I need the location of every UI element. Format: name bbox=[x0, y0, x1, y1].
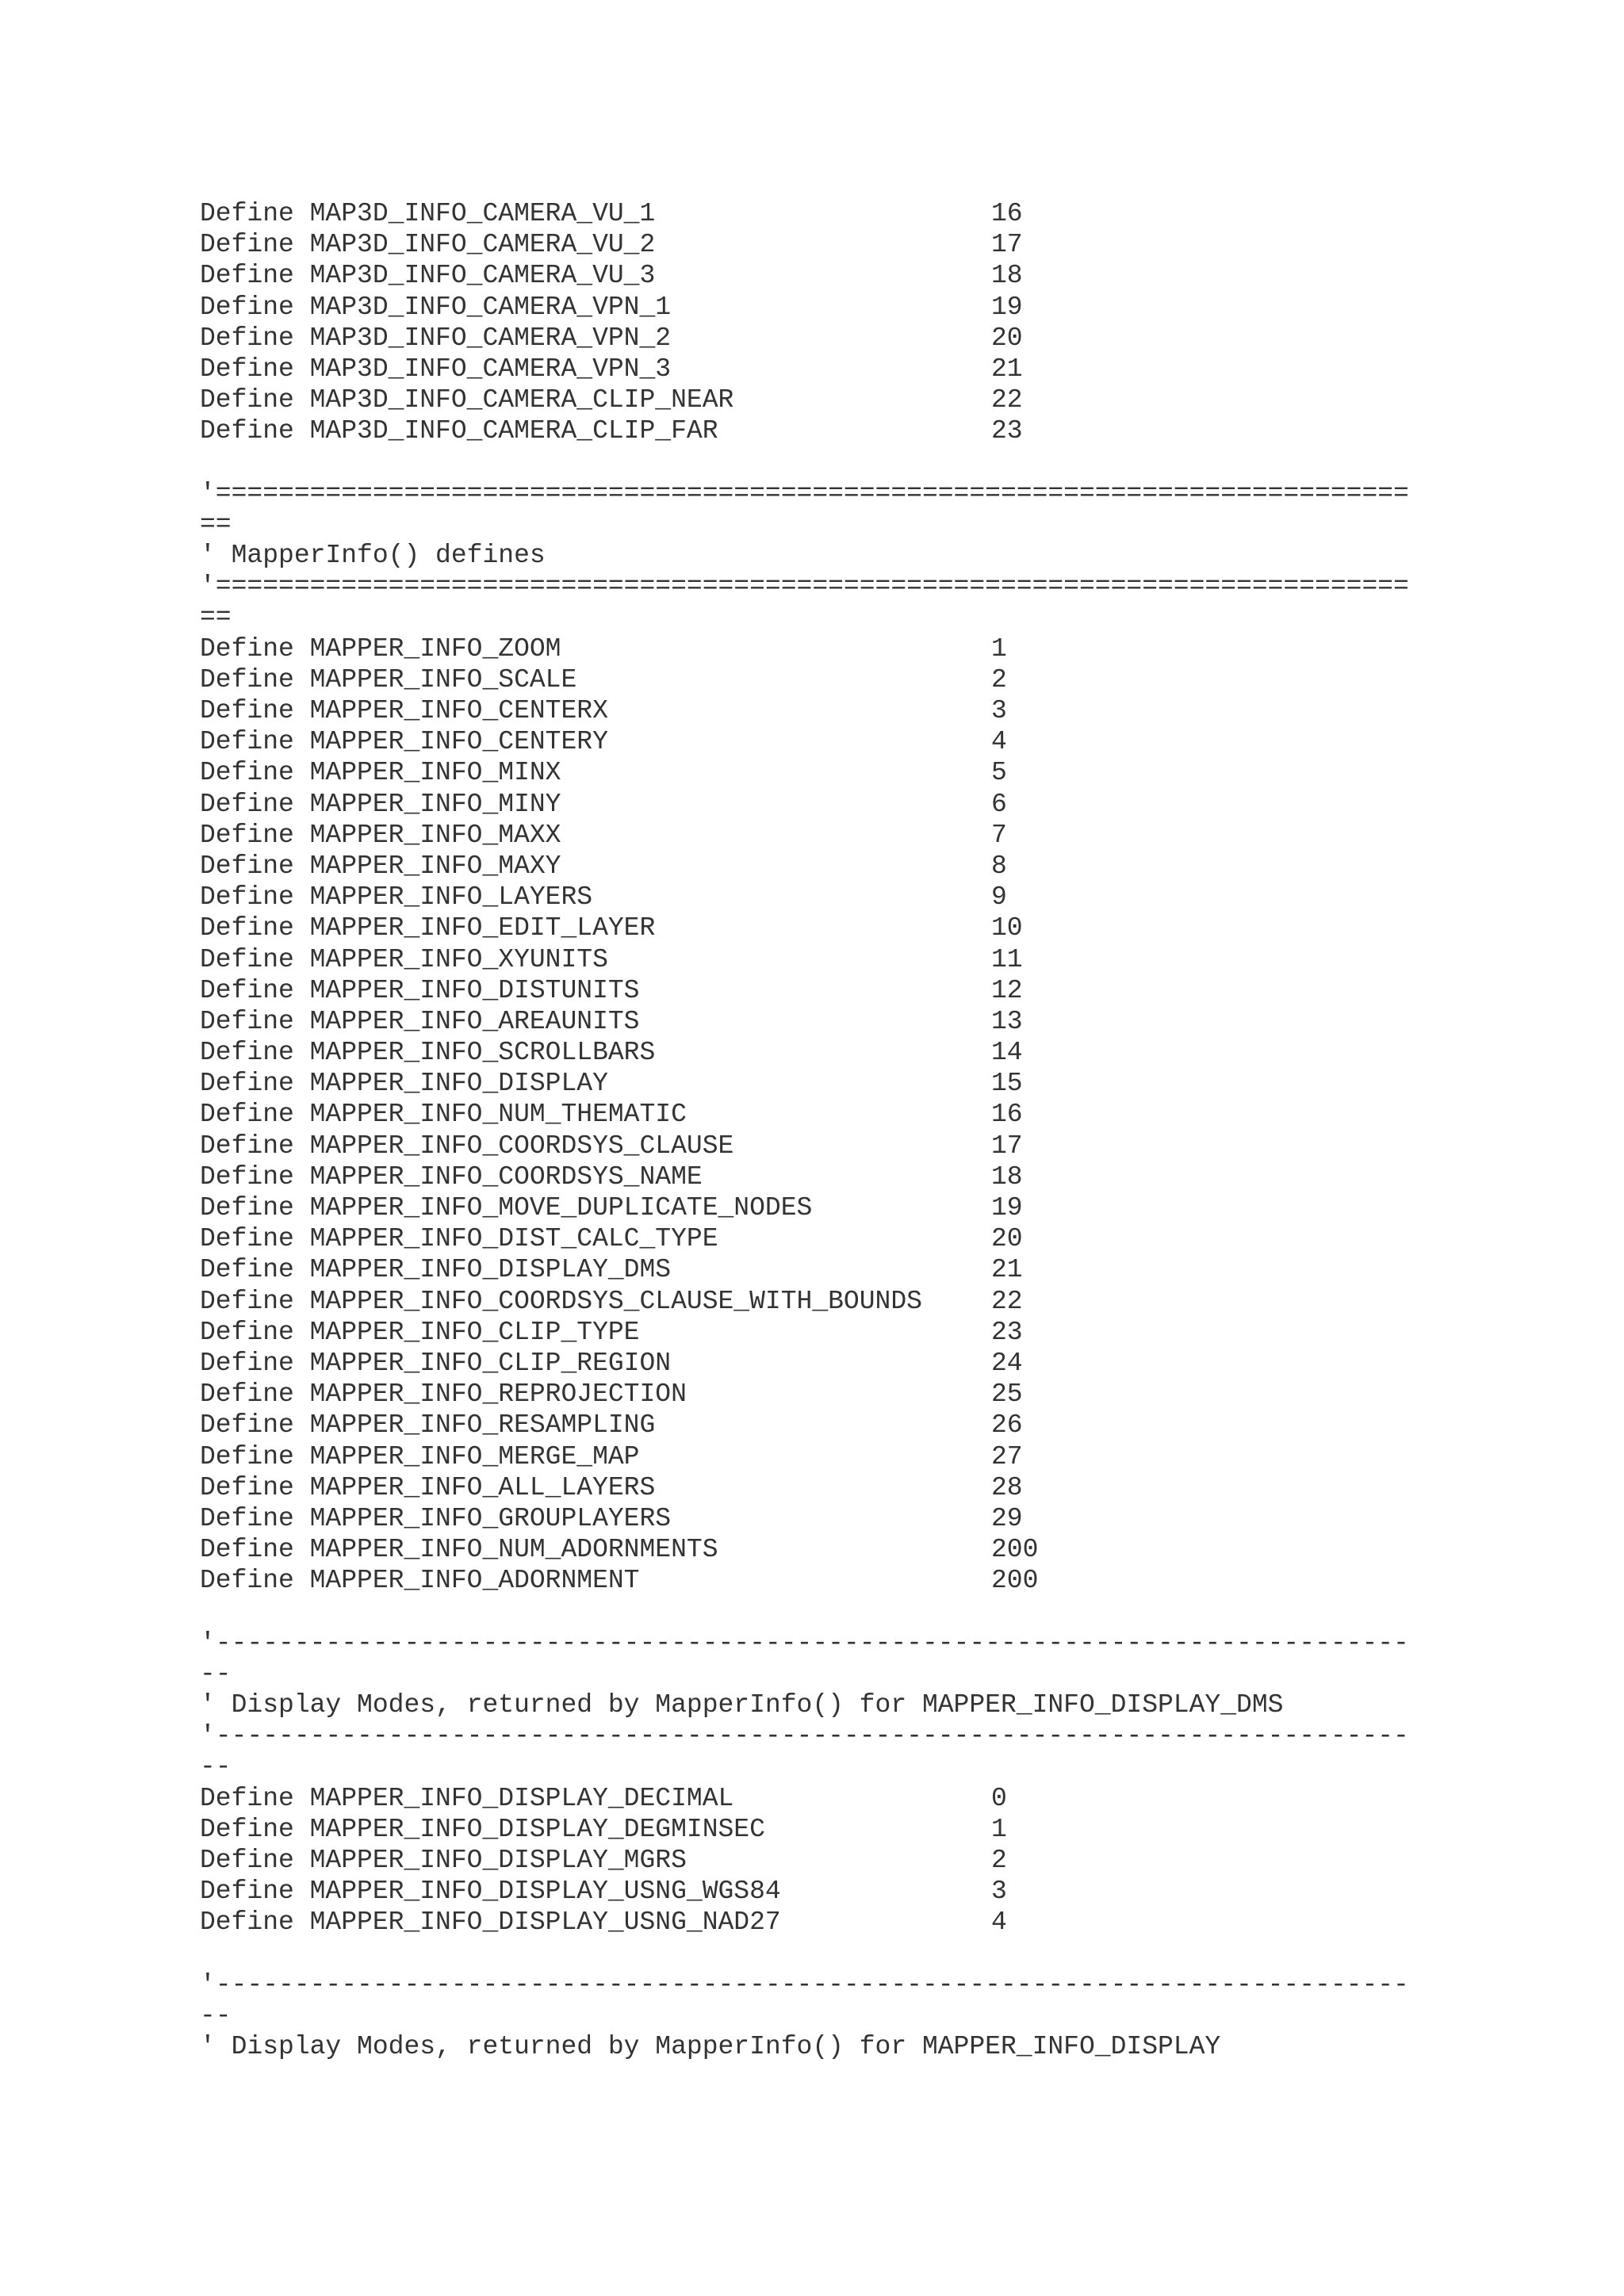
define-value: 11 bbox=[991, 944, 1023, 974]
define-name: Define MAP3D_INFO_CAMERA_VPN_1 bbox=[200, 292, 672, 322]
define-name: Define MAPPER_INFO_AREAUNITS bbox=[200, 1006, 640, 1036]
define-name: Define MAPPER_INFO_NUM_ADORNMENTS bbox=[200, 1535, 718, 1565]
define-row bbox=[200, 1907, 1437, 1938]
comment-block bbox=[200, 1628, 1437, 1783]
define-value: 1 bbox=[991, 1814, 1007, 1844]
define-row bbox=[200, 1161, 1437, 1192]
define-row bbox=[200, 882, 1437, 913]
define-name: Define MAPPER_INFO_ZOOM bbox=[200, 633, 561, 664]
define-row bbox=[200, 1410, 1437, 1441]
define-row bbox=[200, 1131, 1437, 1161]
define-name: Define MAP3D_INFO_CAMERA_CLIP_NEAR bbox=[200, 385, 734, 415]
define-row bbox=[200, 1503, 1437, 1534]
define-row bbox=[200, 820, 1437, 851]
define-name: Define MAPPER_INFO_SCROLLBARS bbox=[200, 1038, 656, 1068]
define-name: Define MAP3D_INFO_CAMERA_VU_2 bbox=[200, 230, 656, 260]
define-row bbox=[200, 1192, 1437, 1223]
define-value: 24 bbox=[991, 1348, 1023, 1378]
define-row bbox=[200, 292, 1437, 323]
comment-line: -- bbox=[200, 1659, 232, 1689]
define-value: 2 bbox=[991, 1845, 1007, 1875]
define-value: 200 bbox=[991, 1535, 1039, 1565]
define-row bbox=[200, 415, 1437, 446]
comment-line: ' Display Modes, returned by MapperInfo() for MAPPER_INFO_DISPLAY bbox=[200, 2032, 1221, 2062]
define-name: Define MAPPER_INFO_GROUPLAYERS bbox=[200, 1503, 672, 1533]
define-row bbox=[200, 1472, 1437, 1503]
define-value: 29 bbox=[991, 1503, 1023, 1533]
define-row bbox=[200, 1534, 1437, 1565]
define-value: 5 bbox=[991, 758, 1007, 788]
define-value: 19 bbox=[991, 1193, 1023, 1223]
define-name: Define MAPPER_INFO_ADORNMENT bbox=[200, 1566, 640, 1596]
define-name: Define MAPPER_INFO_EDIT_LAYER bbox=[200, 913, 656, 943]
define-value: 20 bbox=[991, 1224, 1023, 1254]
define-name: Define MAPPER_INFO_COORDSYS_NAME bbox=[200, 1161, 703, 1192]
define-name: Define MAPPER_INFO_DISTUNITS bbox=[200, 975, 640, 1005]
define-name: Define MAP3D_INFO_CAMERA_VPN_3 bbox=[200, 354, 672, 384]
define-row bbox=[200, 851, 1437, 882]
define-name: Define MAP3D_INFO_CAMERA_VU_3 bbox=[200, 261, 656, 291]
comment-line: '---------------------------------------------------------------------------- bbox=[200, 1721, 1409, 1751]
define-value: 20 bbox=[991, 323, 1023, 353]
define-name: Define MAPPER_INFO_MINX bbox=[200, 758, 561, 788]
comment-line: '============================================================================ bbox=[200, 478, 1409, 508]
define-name: Define MAPPER_INFO_DIST_CALC_TYPE bbox=[200, 1224, 718, 1254]
define-value: 3 bbox=[991, 1877, 1007, 1907]
define-row bbox=[200, 1876, 1437, 1907]
comment-line: '============================================================================ bbox=[200, 572, 1409, 602]
define-name: Define MAPPER_INFO_SCALE bbox=[200, 664, 577, 695]
define-value: 2 bbox=[991, 664, 1007, 695]
comment-line: -- bbox=[200, 1752, 232, 1782]
define-name: Define MAPPER_INFO_REPROJECTION bbox=[200, 1380, 687, 1410]
define-name: Define MAP3D_INFO_CAMERA_VPN_2 bbox=[200, 323, 672, 353]
define-row bbox=[200, 975, 1437, 1006]
define-row bbox=[200, 913, 1437, 943]
comment-block bbox=[200, 1969, 1437, 2063]
define-block bbox=[200, 198, 1437, 447]
define-name: Define MAPPER_INFO_COORDSYS_CLAUSE bbox=[200, 1131, 734, 1161]
define-value: 21 bbox=[991, 1255, 1023, 1285]
blank-line bbox=[200, 447, 1437, 478]
define-block bbox=[200, 1783, 1437, 1938]
define-name: Define MAPPER_INFO_CLIP_REGION bbox=[200, 1348, 672, 1378]
define-value: 16 bbox=[991, 199, 1023, 228]
define-value: 8 bbox=[991, 851, 1007, 881]
define-name: Define MAPPER_INFO_CENTERY bbox=[200, 727, 608, 757]
define-value: 15 bbox=[991, 1069, 1023, 1099]
define-name: Define MAPPER_INFO_DISPLAY_DECIMAL bbox=[200, 1783, 734, 1813]
define-value: 10 bbox=[991, 913, 1023, 943]
define-name: Define MAPPER_INFO_DISPLAY_MGRS bbox=[200, 1845, 687, 1875]
comment-block bbox=[200, 478, 1437, 633]
define-value: 12 bbox=[991, 975, 1023, 1005]
define-name: Define MAPPER_INFO_MERGE_MAP bbox=[200, 1441, 640, 1471]
code-document bbox=[200, 198, 1437, 2062]
define-value: 25 bbox=[991, 1380, 1023, 1410]
define-name: Define MAPPER_INFO_DISPLAY_DEGMINSEC bbox=[200, 1814, 765, 1844]
define-row bbox=[200, 1099, 1437, 1130]
define-row bbox=[200, 726, 1437, 757]
define-name: Define MAPPER_INFO_COORDSYS_CLAUSE_WITH_BOUNDS bbox=[200, 1286, 922, 1316]
define-row bbox=[200, 1223, 1437, 1254]
define-row bbox=[200, 1565, 1437, 1596]
define-row bbox=[200, 1068, 1437, 1099]
define-value: 200 bbox=[991, 1566, 1039, 1596]
define-value: 17 bbox=[991, 230, 1023, 260]
define-value: 4 bbox=[991, 1908, 1007, 1938]
define-value: 7 bbox=[991, 820, 1007, 850]
blank-line bbox=[200, 1938, 1437, 1969]
define-name: Define MAPPER_INFO_XYUNITS bbox=[200, 944, 608, 974]
define-name: Define MAP3D_INFO_CAMERA_CLIP_FAR bbox=[200, 416, 718, 446]
define-value: 28 bbox=[991, 1472, 1023, 1502]
define-name: Define MAPPER_INFO_CENTERX bbox=[200, 696, 608, 725]
define-row bbox=[200, 1286, 1437, 1317]
define-row bbox=[200, 1379, 1437, 1410]
define-value: 6 bbox=[991, 789, 1007, 819]
define-name: Define MAPPER_INFO_CLIP_TYPE bbox=[200, 1317, 640, 1347]
define-value: 14 bbox=[991, 1038, 1023, 1068]
define-name: Define MAPPER_INFO_LAYERS bbox=[200, 882, 593, 913]
define-value: 13 bbox=[991, 1006, 1023, 1036]
define-value: 1 bbox=[991, 633, 1007, 664]
define-row bbox=[200, 664, 1437, 695]
define-name: Define MAPPER_INFO_DISPLAY_USNG_NAD27 bbox=[200, 1908, 781, 1938]
comment-line: == bbox=[200, 603, 232, 633]
define-value: 23 bbox=[991, 1317, 1023, 1347]
define-name: Define MAP3D_INFO_CAMERA_VU_1 bbox=[200, 199, 656, 228]
define-value: 18 bbox=[991, 1161, 1023, 1192]
define-value: 17 bbox=[991, 1131, 1023, 1161]
define-value: 18 bbox=[991, 261, 1023, 291]
define-value: 26 bbox=[991, 1410, 1023, 1441]
define-value: 3 bbox=[991, 696, 1007, 725]
define-value: 23 bbox=[991, 416, 1023, 446]
blank-line bbox=[200, 1596, 1437, 1627]
define-row bbox=[200, 1783, 1437, 1814]
define-row bbox=[200, 633, 1437, 664]
define-row bbox=[200, 385, 1437, 415]
define-value: 21 bbox=[991, 354, 1023, 384]
define-row bbox=[200, 1845, 1437, 1876]
define-value: 0 bbox=[991, 1783, 1007, 1813]
define-row bbox=[200, 1441, 1437, 1472]
define-name: Define MAPPER_INFO_MAXX bbox=[200, 820, 561, 850]
define-name: Define MAPPER_INFO_MAXY bbox=[200, 851, 561, 881]
define-value: 19 bbox=[991, 292, 1023, 322]
define-row bbox=[200, 789, 1437, 820]
comment-line: == bbox=[200, 509, 232, 539]
define-row bbox=[200, 1317, 1437, 1348]
define-row bbox=[200, 695, 1437, 726]
define-block bbox=[200, 633, 1437, 1597]
define-name: Define MAPPER_INFO_MINY bbox=[200, 789, 561, 819]
define-row bbox=[200, 229, 1437, 260]
define-row bbox=[200, 198, 1437, 229]
define-name: Define MAPPER_INFO_NUM_THEMATIC bbox=[200, 1100, 687, 1130]
comment-line: ' MapperInfo() defines bbox=[200, 541, 546, 571]
define-name: Define MAPPER_INFO_RESAMPLING bbox=[200, 1410, 656, 1441]
define-value: 22 bbox=[991, 1286, 1023, 1316]
define-row bbox=[200, 323, 1437, 354]
comment-line: '---------------------------------------------------------------------------- bbox=[200, 1969, 1409, 1999]
define-value: 9 bbox=[991, 882, 1007, 913]
comment-line: ' Display Modes, returned by MapperInfo() for MAPPER_INFO_DISPLAY_DMS bbox=[200, 1690, 1284, 1720]
define-row bbox=[200, 1348, 1437, 1379]
define-name: Define MAPPER_INFO_DISPLAY_DMS bbox=[200, 1255, 672, 1285]
define-row bbox=[200, 1814, 1437, 1845]
define-value: 4 bbox=[991, 727, 1007, 757]
define-row bbox=[200, 944, 1437, 975]
comment-line: -- bbox=[200, 2000, 232, 2030]
define-value: 22 bbox=[991, 385, 1023, 415]
define-value: 16 bbox=[991, 1100, 1023, 1130]
define-row bbox=[200, 757, 1437, 788]
define-row bbox=[200, 354, 1437, 385]
define-row bbox=[200, 260, 1437, 291]
define-value: 27 bbox=[991, 1441, 1023, 1471]
define-row bbox=[200, 1037, 1437, 1068]
define-name: Define MAPPER_INFO_MOVE_DUPLICATE_NODES bbox=[200, 1193, 813, 1223]
comment-line: '---------------------------------------------------------------------------- bbox=[200, 1628, 1409, 1658]
define-row bbox=[200, 1254, 1437, 1285]
define-name: Define MAPPER_INFO_DISPLAY_USNG_WGS84 bbox=[200, 1877, 781, 1907]
define-name: Define MAPPER_INFO_DISPLAY bbox=[200, 1069, 608, 1099]
define-name: Define MAPPER_INFO_ALL_LAYERS bbox=[200, 1472, 656, 1502]
define-row bbox=[200, 1006, 1437, 1037]
